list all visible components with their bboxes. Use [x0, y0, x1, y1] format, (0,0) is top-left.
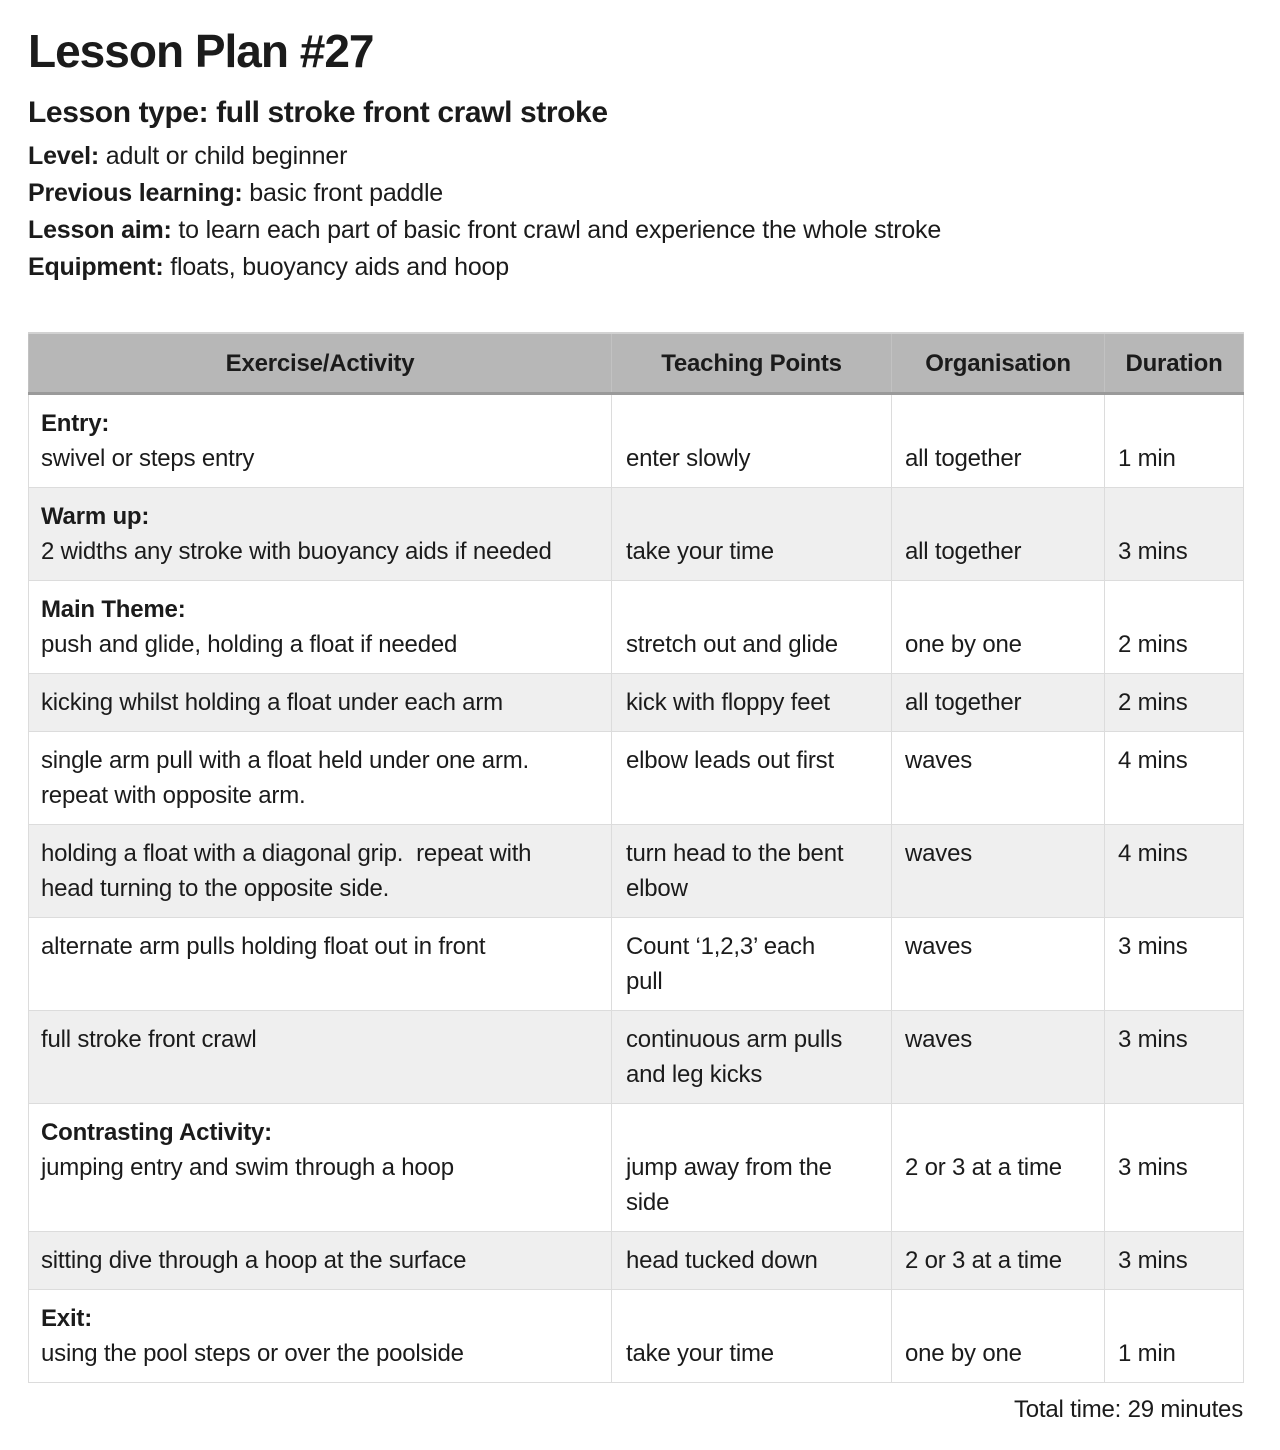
duration-cell — [1105, 488, 1244, 581]
lesson-table-header — [29, 333, 1244, 394]
exercise-activity-cell — [29, 1011, 612, 1104]
organisation-text: one by one — [905, 631, 1022, 658]
lesson-type-heading: Lesson type: full stroke front crawl stroke — [28, 96, 608, 129]
teaching-points-text: enter slowly — [626, 445, 751, 472]
activity-text: swivel or steps entry — [41, 445, 255, 472]
table-row — [29, 1290, 1244, 1383]
duration-cell — [1105, 918, 1244, 1011]
meta-equipment-value: floats, buoyancy aids and hoop — [163, 253, 509, 281]
teaching-points-cell — [612, 1011, 892, 1104]
duration-text: 4 mins — [1118, 747, 1188, 774]
duration-cell — [1105, 394, 1244, 488]
meta-lesson-aim — [28, 212, 1280, 249]
section-label: Warm up: — [41, 503, 150, 530]
teaching-points-text: take your time — [626, 538, 774, 565]
teaching-points-cell — [612, 394, 892, 488]
lesson-table — [28, 332, 1244, 1383]
organisation-cell — [892, 394, 1105, 488]
meta-equipment — [28, 249, 1280, 286]
duration-text: 3 mins — [1118, 933, 1188, 960]
organisation-text: waves — [905, 933, 973, 960]
activity-text: sitting dive through a hoop at the surface — [41, 1247, 467, 1274]
meta-lesson-aim-label: Lesson aim: — [28, 216, 172, 244]
table-row — [29, 825, 1244, 918]
exercise-activity-cell — [29, 1290, 612, 1383]
exercise-activity-cell — [29, 918, 612, 1011]
activity-text: full stroke front crawl — [41, 1026, 257, 1053]
column-header-exercise-activity: Exercise/Activity — [29, 333, 612, 394]
meta-level-value: adult or child beginner — [99, 142, 348, 170]
duration-cell — [1105, 825, 1244, 918]
total-time: Total time: 29 minutes — [1013, 1396, 1243, 1423]
table-row — [29, 732, 1244, 825]
exercise-activity-cell — [29, 732, 612, 825]
duration-text: 3 mins — [1118, 1026, 1188, 1053]
teaching-points-text: take your time — [626, 1340, 774, 1367]
organisation-text: all together — [905, 538, 1022, 565]
organisation-text: all together — [905, 445, 1022, 472]
teaching-points-text: head tucked down — [626, 1247, 818, 1274]
duration-cell — [1105, 1232, 1244, 1290]
teaching-points-text: turn head to the bent elbow — [626, 840, 850, 902]
organisation-text: 2 or 3 at a time — [905, 1247, 1062, 1274]
table-row — [29, 1232, 1244, 1290]
meta-previous-learning-value: basic front paddle — [242, 179, 444, 207]
organisation-cell — [892, 1104, 1105, 1232]
teaching-points-cell — [612, 1232, 892, 1290]
activity-text: using the pool steps or over the poolside — [41, 1340, 464, 1367]
organisation-text: 2 or 3 at a time — [905, 1154, 1062, 1181]
teaching-points-text: kick with floppy feet — [626, 689, 830, 716]
duration-text: 2 mins — [1118, 631, 1188, 658]
table-row — [29, 1011, 1244, 1104]
organisation-text: all together — [905, 689, 1022, 716]
meta-level-label: Level: — [28, 142, 100, 170]
organisation-cell — [892, 1290, 1105, 1383]
organisation-text: waves — [905, 747, 973, 774]
column-header-teaching-points: Teaching Points — [612, 333, 892, 394]
duration-text: 2 mins — [1118, 689, 1188, 716]
teaching-points-cell — [612, 674, 892, 732]
section-label: Exit: — [41, 1305, 93, 1332]
organisation-cell — [892, 488, 1105, 581]
meta-level — [28, 138, 1280, 175]
section-label: Contrasting Activity: — [41, 1119, 272, 1146]
organisation-cell — [892, 732, 1105, 825]
exercise-activity-cell — [29, 1104, 612, 1232]
lesson-meta — [28, 138, 1280, 286]
activity-text: holding a float with a diagonal grip. repeat with head turning to the opposite side. — [41, 840, 538, 902]
activity-text: kicking whilst holding a float under each arm — [41, 689, 503, 716]
header-row — [29, 333, 1244, 394]
duration-cell — [1105, 674, 1244, 732]
organisation-text: waves — [905, 1026, 973, 1053]
duration-text: 3 mins — [1118, 1154, 1188, 1181]
table-row — [29, 1104, 1244, 1232]
meta-previous-learning-label: Previous learning: — [28, 179, 243, 207]
section-label: Main Theme: — [41, 596, 186, 623]
duration-cell — [1105, 581, 1244, 674]
activity-text: push and glide, holding a float if needed — [41, 631, 458, 658]
table-row — [29, 581, 1244, 674]
teaching-points-cell — [612, 1104, 892, 1232]
organisation-cell — [892, 674, 1105, 732]
exercise-activity-cell — [29, 674, 612, 732]
organisation-cell — [892, 581, 1105, 674]
duration-text: 1 min — [1118, 1340, 1176, 1367]
meta-lesson-aim-value: to learn each part of basic front crawl and experience the whole stroke — [171, 216, 942, 244]
organisation-cell — [892, 1011, 1105, 1104]
exercise-activity-cell — [29, 394, 612, 488]
duration-text: 1 min — [1118, 445, 1176, 472]
exercise-activity-cell — [29, 488, 612, 581]
table-row — [29, 488, 1244, 581]
organisation-text: one by one — [905, 1340, 1022, 1367]
organisation-text: waves — [905, 840, 973, 867]
exercise-activity-cell — [29, 825, 612, 918]
section-label: Entry: — [41, 410, 110, 437]
activity-text: single arm pull with a float held under one arm. repeat with opposite arm. — [41, 747, 536, 809]
activity-text: jumping entry and swim through a hoop — [41, 1154, 454, 1181]
duration-text: 3 mins — [1118, 538, 1188, 565]
column-header-organisation: Organisation — [892, 333, 1105, 394]
activity-text: alternate arm pulls holding float out in front — [41, 933, 486, 960]
duration-text: 3 mins — [1118, 1247, 1188, 1274]
column-header-duration: Duration — [1105, 333, 1244, 394]
exercise-activity-cell — [29, 1232, 612, 1290]
page-title: Lesson Plan #27 — [28, 25, 374, 77]
duration-cell — [1105, 1011, 1244, 1104]
meta-equipment-label: Equipment: — [28, 253, 164, 281]
teaching-points-cell — [612, 488, 892, 581]
teaching-points-cell — [612, 918, 892, 1011]
teaching-points-cell — [612, 825, 892, 918]
activity-text: 2 widths any stroke with buoyancy aids if needed — [41, 538, 552, 565]
table-row — [29, 918, 1244, 1011]
table-row — [29, 674, 1244, 732]
duration-cell — [1105, 1104, 1244, 1232]
teaching-points-text: elbow leads out first — [626, 747, 834, 774]
teaching-points-cell — [612, 732, 892, 825]
teaching-points-cell — [612, 1290, 892, 1383]
exercise-activity-cell — [29, 581, 612, 674]
organisation-cell — [892, 825, 1105, 918]
lesson-table-body — [29, 394, 1244, 1383]
organisation-cell — [892, 1232, 1105, 1290]
duration-text: 4 mins — [1118, 840, 1188, 867]
duration-cell — [1105, 732, 1244, 825]
organisation-cell — [892, 918, 1105, 1011]
teaching-points-text: stretch out and glide — [626, 631, 838, 658]
duration-cell — [1105, 1290, 1244, 1383]
teaching-points-text: continuous arm pulls and leg kicks — [626, 1026, 849, 1088]
teaching-points-cell — [612, 581, 892, 674]
teaching-points-text: jump away from the side — [626, 1154, 839, 1216]
table-row — [29, 394, 1244, 488]
meta-previous-learning — [28, 175, 1280, 212]
teaching-points-text: Count ‘1,2,3’ each pull — [626, 933, 822, 995]
